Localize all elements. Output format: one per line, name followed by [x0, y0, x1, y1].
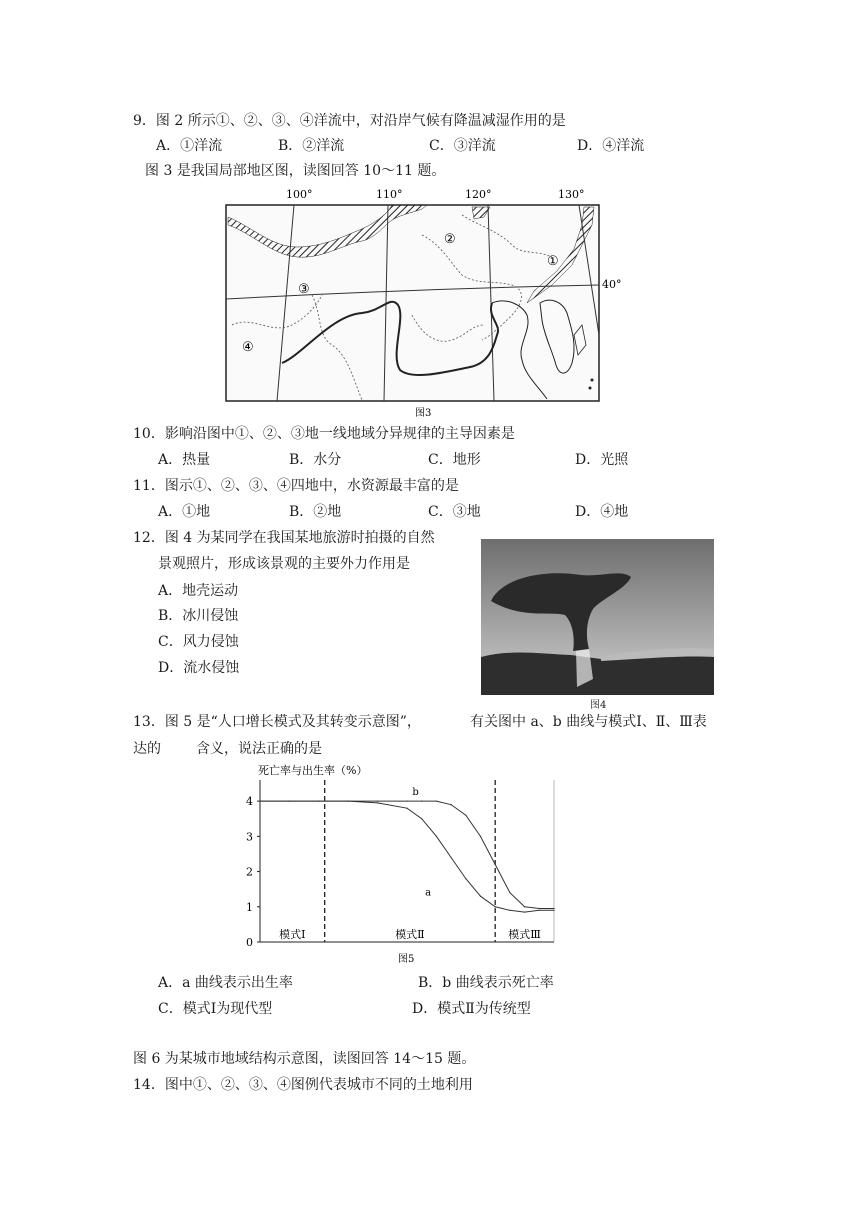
q13-stem-line1a: 13．图 5 是“人口增长模式及其转变示意图”， — [133, 714, 421, 730]
chart-point — [524, 911, 525, 912]
q13-option-d: D．模式Ⅱ为传统型 — [412, 1001, 531, 1017]
chart-y-tick-label: 3 — [246, 830, 253, 844]
chart-series-line — [260, 801, 554, 912]
chart-series-label: a — [425, 887, 432, 899]
chart-point — [421, 801, 422, 802]
chart-point — [377, 801, 378, 802]
chart-point — [553, 908, 554, 909]
q11-option-b: B．②地 — [289, 504, 342, 520]
chart-point — [509, 910, 510, 911]
chart-y-tick-label: 0 — [246, 936, 253, 949]
q13-option-c: C．模式Ⅰ为现代型 — [158, 1001, 273, 1017]
q10-option-a: A．热量 — [158, 452, 211, 468]
chart-series-label: b — [412, 787, 419, 799]
map-lat-40: 40° — [602, 278, 622, 291]
chart-point — [451, 804, 452, 805]
q13-stem-line2b: 含义，说法正确的是 — [196, 741, 322, 757]
q10-option-c: C．地形 — [428, 452, 481, 468]
q13-stem-line1b: 有关图中 a、b 曲线与模式Ⅰ、Ⅱ、Ⅲ表 — [470, 714, 707, 730]
chart-point — [348, 801, 349, 802]
figure-4-photo — [481, 539, 714, 695]
chart-point — [465, 815, 466, 816]
chart-ylabel: 死亡率与出生率（%） — [258, 764, 368, 777]
q12-option-c: C．风力侵蚀 — [158, 634, 239, 650]
figure-4-caption: 图4 — [590, 700, 607, 711]
chart-point — [451, 857, 452, 858]
chart-point — [436, 801, 437, 802]
q12-stem-line1: 12．图 4 为某同学在我国某地旅游时拍摄的自然 — [133, 530, 435, 546]
map-region-4: ④ — [242, 340, 254, 355]
q9-option-a: A．①洋流 — [156, 138, 223, 154]
q14-stem: 14．图中①、②、③、④图例代表城市不同的土地利用 — [133, 1077, 473, 1093]
map-region-1: ① — [547, 254, 559, 269]
q13-stem-line2a: 达的 — [133, 741, 161, 757]
chart-point — [421, 818, 422, 819]
chart-point — [495, 906, 496, 907]
q11-option-a: A．①地 — [158, 504, 211, 520]
chart-y-tick-label: 4 — [246, 795, 253, 809]
q10-option-b: B．水分 — [289, 452, 342, 468]
chart-point — [406, 801, 407, 802]
q10-stem: 10．影响沿图中①、②、③地一线地域分异规律的主导因素是 — [133, 426, 515, 442]
map-region-3: ③ — [298, 282, 310, 297]
q11-stem: 11．图示①、②、③、④四地中，水资源最丰富的是 — [133, 478, 459, 494]
q9-option-c: C．③洋流 — [429, 138, 496, 154]
chart-point — [480, 836, 481, 837]
q10-option-d: D．光照 — [575, 452, 629, 468]
chart-point — [436, 836, 437, 837]
chart-point — [553, 910, 554, 911]
q9-option-b: B．②洋流 — [278, 138, 345, 154]
chart-point — [318, 801, 319, 802]
chart-point — [539, 910, 540, 911]
chart-point — [465, 878, 466, 879]
chart-point — [539, 908, 540, 909]
map-lon-130: 130° — [558, 188, 585, 201]
intro-10-11: 图 3 是我国局部地区图，读图回答 10～11 题。 — [145, 163, 446, 179]
chart-y-tick-label: 1 — [246, 900, 253, 914]
chart-point — [289, 801, 290, 802]
q11-option-c: C．③地 — [428, 504, 481, 520]
chart-zone-label: 模式Ⅲ — [508, 928, 541, 941]
intro-14-15: 图 6 为某城市地域结构示意图，读图回答 14～15 题。 — [133, 1051, 476, 1067]
chart-caption: 图5 — [398, 954, 415, 965]
chart-point — [524, 906, 525, 907]
chart-point — [259, 801, 260, 802]
map-frame — [226, 205, 599, 401]
q12-stem-line2: 景观照片，形成该景观的主要外力作用是 — [158, 556, 410, 572]
map-lon-110: 110° — [376, 188, 403, 201]
chart-point — [509, 892, 510, 893]
map-caption: 图3 — [415, 408, 432, 419]
map-region-2: ② — [444, 232, 456, 247]
q9-stem: 9．图 2 所示①、②、③、④洋流中，对沿岸气候有降温减湿作用的是 — [133, 113, 566, 129]
q9-option-d: D．④洋流 — [577, 138, 645, 154]
map-lon-120: 120° — [465, 188, 492, 201]
chart-zone-label: 模式Ⅱ — [395, 928, 425, 941]
chart-point — [406, 808, 407, 809]
chart-point — [480, 896, 481, 897]
q12-option-d: D．流水侵蚀 — [158, 660, 240, 676]
chart-y-tick-label: 2 — [246, 865, 253, 879]
chart-point — [495, 864, 496, 865]
figure-5-chart — [228, 760, 568, 965]
q13-option-b: B．b 曲线表示死亡率 — [418, 975, 554, 991]
q12-option-a: A．地壳运动 — [158, 583, 239, 599]
q11-option-d: D．④地 — [575, 504, 629, 520]
q13-option-a: A．a 曲线表示出生率 — [158, 975, 293, 991]
q12-option-b: B．冰川侵蚀 — [158, 608, 239, 624]
map-lon-100: 100° — [286, 188, 313, 201]
figure-3-map — [222, 185, 637, 420]
chart-zone-label: 模式Ⅰ — [279, 928, 306, 941]
chart-point — [377, 802, 378, 803]
